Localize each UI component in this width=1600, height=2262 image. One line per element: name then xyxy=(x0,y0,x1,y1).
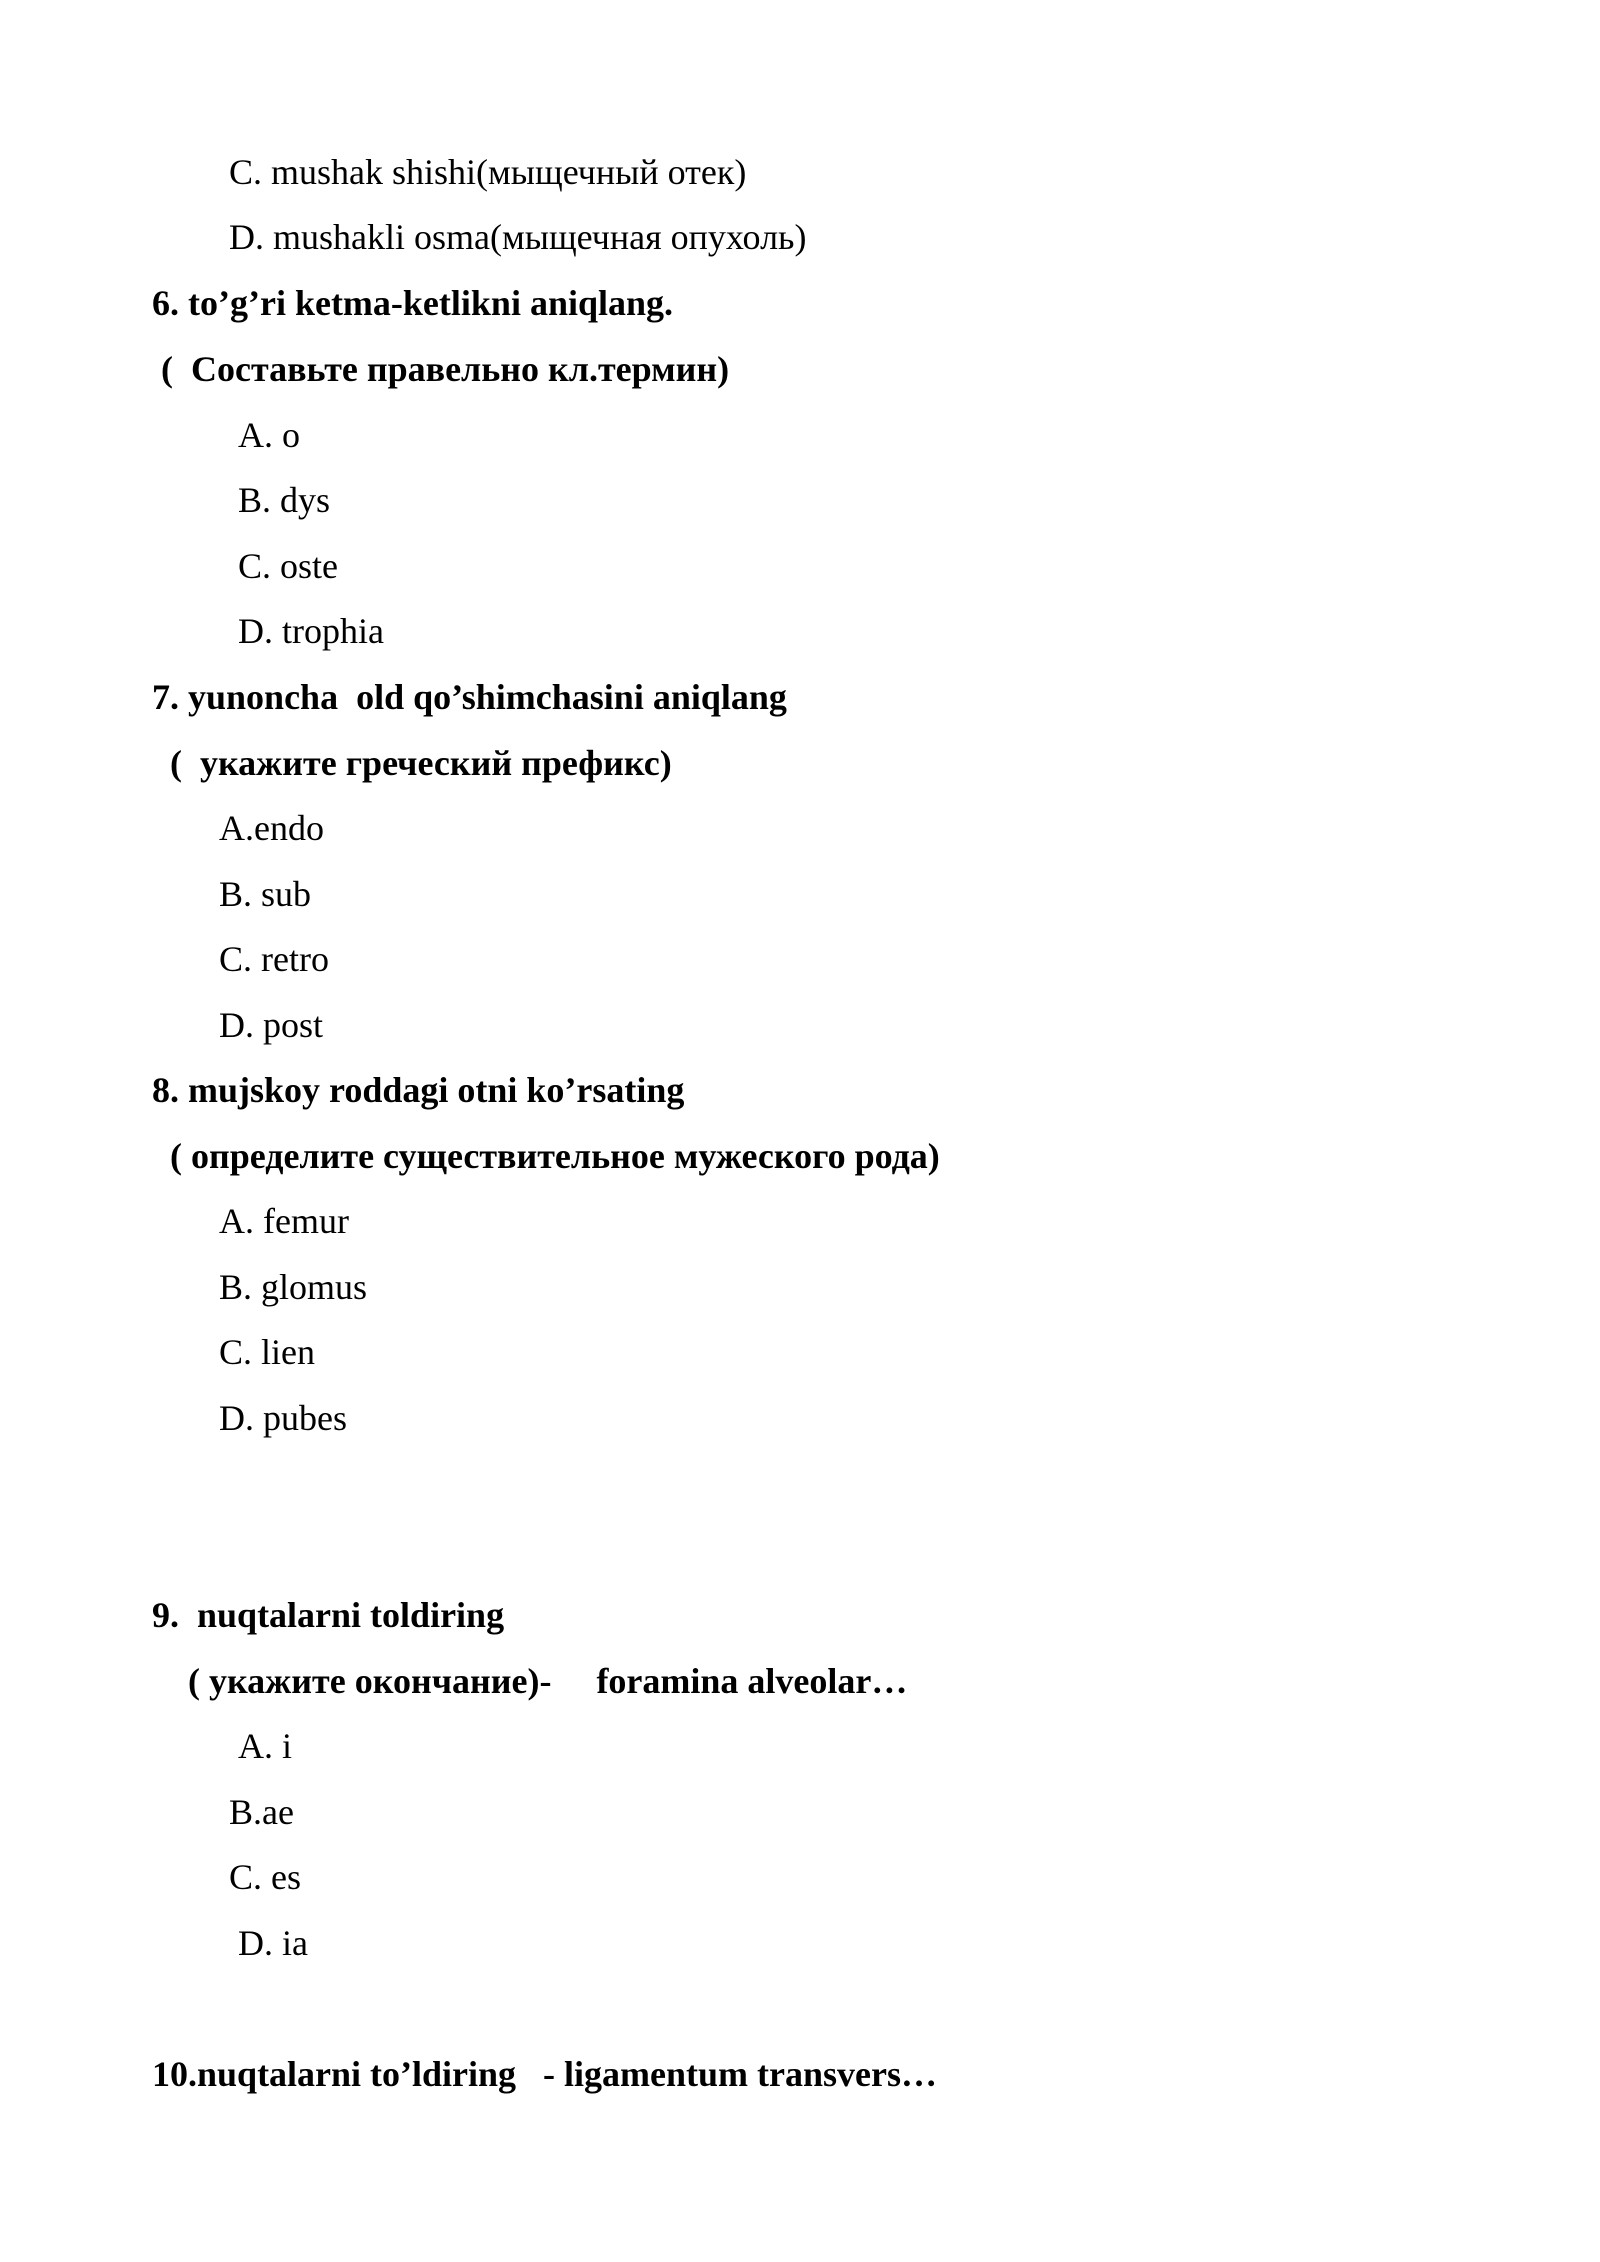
question-7-subheading: ( укажите греческий префикс) xyxy=(152,743,672,783)
question-6-option-b: B. dys xyxy=(238,480,331,520)
question-7-option-d: D. post xyxy=(219,1005,324,1045)
question-8-option-a: A. femur xyxy=(219,1201,349,1241)
question-9-subheading: ( укажите окончание)- foramina alveolar… xyxy=(152,1661,908,1701)
question-7-heading: 7. yunoncha old qo’shimchasini aniqlang xyxy=(152,677,787,717)
question-6-option-c: C. oste xyxy=(238,546,339,586)
question-6-subheading: ( Составьте правельно кл.термин) xyxy=(152,349,730,389)
question-8-option-d: D. pubes xyxy=(219,1398,347,1438)
question-6-option-a: A. o xyxy=(238,415,300,455)
option-c: C. mushak shishi(мыщечный отек) xyxy=(229,152,747,192)
question-9-option-a: A. i xyxy=(238,1726,292,1766)
question-9-option-b: B.ae xyxy=(229,1792,294,1832)
question-9-option-d: D. ia xyxy=(238,1923,308,1963)
question-7-option-b: B. sub xyxy=(219,874,312,914)
question-9-option-c: C. es xyxy=(229,1857,301,1897)
question-6-option-d: D. trophia xyxy=(238,611,384,651)
question-8-option-b: B. glomus xyxy=(219,1267,368,1307)
question-9-heading: 9. nuqtalarni toldiring xyxy=(152,1595,505,1635)
question-7-option-c: C. retro xyxy=(219,939,329,979)
option-d: D. mushakli osma(мыщечная опухоль) xyxy=(229,217,807,257)
question-10-heading: 10.nuqtalarni to’ldiring - ligamentum transvers… xyxy=(152,2054,938,2094)
question-8-heading: 8. mujskoy roddagi otni ko’rsating xyxy=(152,1070,685,1110)
question-8-option-c: C. lien xyxy=(219,1332,315,1372)
question-8-subheading: ( определите существительное мужеского рода) xyxy=(152,1136,940,1176)
question-7-option-a: A.endo xyxy=(219,808,324,848)
question-6-heading: 6. to’g’ri ketma-ketlikni aniqlang. xyxy=(152,283,674,323)
